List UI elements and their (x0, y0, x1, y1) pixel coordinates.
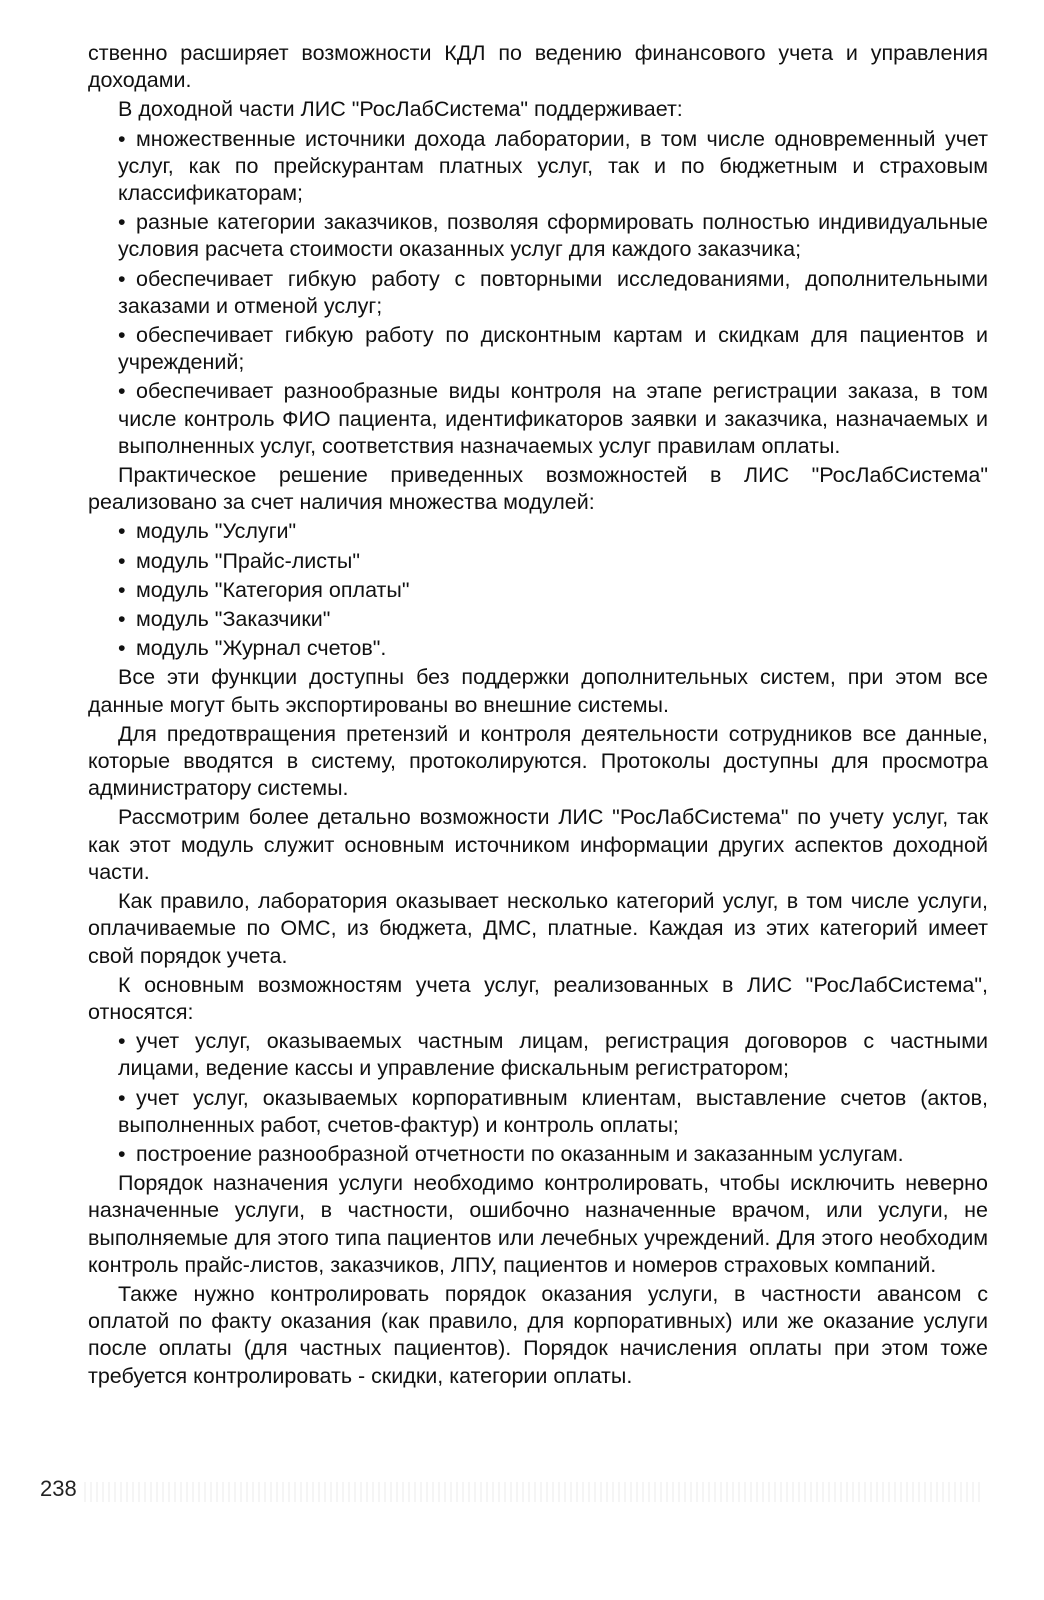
list-item-text: учет услуг, оказываемых корпоративным клиентам, выставление счетов (актов, выполненных работ, счетов-фактур) и контроль оплаты; (118, 1085, 988, 1137)
list-item (88, 577, 988, 604)
bullet-icon: • (118, 323, 126, 348)
list-item (88, 518, 988, 545)
list-item-text: множественные источники дохода лаборатории, в том числе одновременный учет услуг, как по прейскурантам платных услуг, так и по бюджетным и страховым классификаторам; (118, 126, 988, 206)
paragraph: Рассмотрим более детально возможности ЛИС "РосЛабСистема" по учету услуг, так как этот модуль служит основным источником информации других аспектов доходной части. (88, 805, 988, 884)
paragraph: Как правило, лаборатория оказывает несколько категорий услуг, в том числе услуги, оплачиваемые по ОМС, из бюджета, ДМС, платные. Каждая из этих категорий имеет свой порядок учета. (88, 889, 988, 968)
list-item-text: построение разнообразной отчетности по оказанным и заказанным услугам. (136, 1141, 904, 1166)
list-item (88, 126, 988, 208)
bullet-icon: • (118, 519, 126, 544)
list-item-text: модуль "Прайс-листы" (136, 548, 360, 573)
list-item-text: обеспечивает разнообразные виды контроля на этапе регистрации заказа, в том числе контроль ФИО пациента, идентификаторов заявки и заказчика, назначаемых и выполненных услуг, соответствия назначаемых услуг правилам оплаты. (118, 379, 988, 458)
bullet-icon: • (118, 126, 126, 151)
list-item (88, 378, 988, 460)
paragraph: Порядок назначения услуги необходимо контролировать, чтобы исключить неверно назначенные услуги, в частности, ошибочно назначенные врачом, или услуги, не выполняемые для этого типа пациентов или лечебных учреждений. Для этого необходим контроль прайс-листов, заказчиков, ЛПУ, пациентов и номеров страховых компаний. (88, 1171, 988, 1277)
scan-noise (84, 1482, 984, 1502)
paragraph: ственно расширяет возможности КДЛ по ведению финансового учета и управления доходами. (88, 41, 988, 93)
bullet-icon: • (118, 607, 126, 632)
bullet-icon: • (118, 1029, 126, 1054)
list-item (88, 1028, 988, 1082)
list-item-text: модуль "Журнал счетов". (136, 636, 387, 661)
paragraph: Все эти функции доступны без поддержки дополнительных систем, при этом все данные могут быть экспортированы во внешние системы. (88, 665, 988, 717)
page-body (88, 40, 988, 1392)
paragraph: Также нужно контролировать порядок оказания услуги, в частности авансом с оплатой по факту оказания (как правило, для корпоративных) или же оказание услуги после оплаты (для частных пациентов). Порядок начисления оплаты при этом тоже требуется контролировать - скидки, категории оплаты. (88, 1281, 988, 1388)
bullet-icon: • (118, 1085, 126, 1110)
list-item-text: обеспечивает гибкую работу с повторными исследованиями, дополнительными заказами и отменой услуг; (118, 266, 988, 318)
bullet-icon: • (118, 210, 126, 235)
paragraph: В доходной части ЛИС "РосЛабСистема" поддерживает: (118, 97, 683, 122)
paragraph: К основным возможностям учета услуг, реализованных в ЛИС "РосЛабСистема", относятся: (88, 972, 988, 1024)
paragraph: Для предотвращения претензий и контроля деятельности сотрудников все данные, которые вводятся в систему, протоколируются. Протоколы доступны для просмотра администратору системы. (88, 721, 988, 801)
page-number: 238 (40, 1476, 77, 1501)
list-item (88, 209, 988, 263)
bullet-icon: • (118, 266, 126, 291)
list-item (88, 606, 988, 633)
list-item (88, 1141, 988, 1168)
list-item-text: модуль "Услуги" (136, 519, 297, 544)
bullet-icon: • (118, 548, 126, 573)
list-item (88, 548, 988, 575)
list-item-text: обеспечивает гибкую работу по дисконтным картам и скидкам для пациентов и учреждений; (118, 323, 988, 375)
list-item-text: учет услуг, оказываемых частным лицам, регистрация договоров с частными лицами, ведение кассы и управление фискальным регистратором; (118, 1029, 988, 1081)
list-item (88, 1085, 988, 1139)
list-item (88, 266, 988, 320)
list-item-text: модуль "Категория оплаты" (136, 577, 410, 602)
bullet-icon: • (118, 636, 126, 661)
list-item-text: модуль "Заказчики" (136, 607, 331, 632)
list-item (88, 322, 988, 376)
bullet-icon: • (118, 577, 126, 602)
paragraph: Практическое решение приведенных возможностей в ЛИС "РосЛабСистема" реализовано за счет наличия множества модулей: (88, 463, 988, 515)
bullet-icon: • (118, 379, 126, 404)
list-item-text: разные категории заказчиков, позволяя сформировать полностью индивидуальные условия расчета стоимости оказанных услуг для каждого заказчика; (118, 210, 988, 262)
bullet-icon: • (118, 1141, 126, 1166)
list-item (88, 635, 988, 662)
